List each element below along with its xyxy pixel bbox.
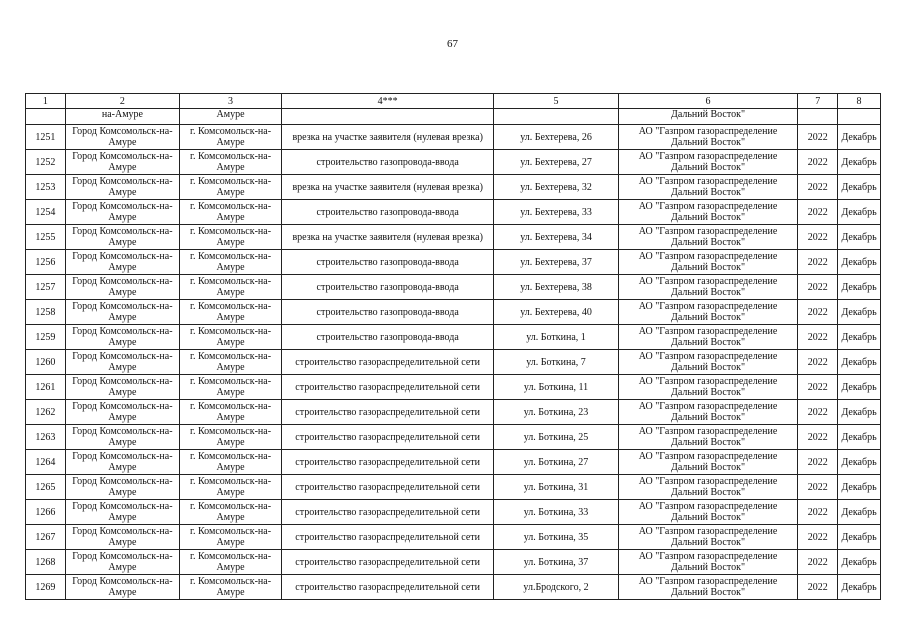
cell-address: ул. Боткина, 7 xyxy=(494,350,618,375)
cell-address: ул. Бехтерева, 37 xyxy=(494,250,618,275)
cell-work: строительство газораспределительной сети xyxy=(282,575,494,600)
continuation-row xyxy=(26,109,881,125)
table-row xyxy=(26,150,881,175)
cell-municipality: Город Комсомольск-на-Амуре xyxy=(65,125,179,150)
cell-address: ул.Бродского, 2 xyxy=(494,575,618,600)
cell-address: ул. Бехтерева, 33 xyxy=(494,200,618,225)
cell-municipality: Город Комсомольск-на-Амуре xyxy=(65,425,179,450)
cell-work: строительство газораспределительной сети xyxy=(282,400,494,425)
cell-settlement: г. Комсомольск-на-Амуре xyxy=(180,250,282,275)
cell-org: АО "Газпром газораспределение Дальний Восток" xyxy=(618,425,798,450)
cell-month xyxy=(838,109,881,125)
cell-municipality: Город Комсомольск-на-Амуре xyxy=(65,350,179,375)
cell-settlement: г. Комсомольск-на-Амуре xyxy=(180,175,282,200)
cell-org: АО "Газпром газораспределение Дальний Восток" xyxy=(618,125,798,150)
cell-num: 1251 xyxy=(26,125,66,150)
header-col-8: 8 xyxy=(838,94,881,109)
cell-num: 1259 xyxy=(26,325,66,350)
cell-num: 1260 xyxy=(26,350,66,375)
cell-num: 1264 xyxy=(26,450,66,475)
cell-work: строительство газопровода-ввода xyxy=(282,325,494,350)
table-row xyxy=(26,250,881,275)
cell-org: АО "Газпром газораспределение Дальний Восток" xyxy=(618,525,798,550)
cell-address: ул. Бехтерева, 32 xyxy=(494,175,618,200)
table-row xyxy=(26,400,881,425)
cell-settlement: г. Комсомольск-на-Амуре xyxy=(180,300,282,325)
cell-year: 2022 xyxy=(798,450,838,475)
cell-work: строительство газораспределительной сети xyxy=(282,450,494,475)
cell-month: Декабрь xyxy=(838,300,881,325)
cell-municipality: Город Комсомольск-на-Амуре xyxy=(65,500,179,525)
cell-year: 2022 xyxy=(798,475,838,500)
cell-work: строительство газораспределительной сети xyxy=(282,475,494,500)
cell-municipality: Город Комсомольск-на-Амуре xyxy=(65,225,179,250)
table-row xyxy=(26,550,881,575)
cell-num: 1269 xyxy=(26,575,66,600)
cell-work: строительство газораспределительной сети xyxy=(282,350,494,375)
cell-num: 1265 xyxy=(26,475,66,500)
cell-address: ул. Бехтерева, 38 xyxy=(494,275,618,300)
cell-year: 2022 xyxy=(798,325,838,350)
cell-org: АО "Газпром газораспределение Дальний Восток" xyxy=(618,175,798,200)
cell-num: 1266 xyxy=(26,500,66,525)
cell-work: строительство газораспределительной сети xyxy=(282,425,494,450)
cell-month: Декабрь xyxy=(838,200,881,225)
cell-org: АО "Газпром газораспределение Дальний Восток" xyxy=(618,200,798,225)
cell-work: врезка на участке заявителя (нулевая врезка) xyxy=(282,225,494,250)
cell-year: 2022 xyxy=(798,225,838,250)
header-row xyxy=(26,94,881,109)
cell-org: АО "Газпром газораспределение Дальний Восток" xyxy=(618,250,798,275)
cell-num: 1253 xyxy=(26,175,66,200)
cell-address xyxy=(494,109,618,125)
cell-address: ул. Боткина, 23 xyxy=(494,400,618,425)
cell-year xyxy=(798,109,838,125)
cell-settlement: г. Комсомольск-на-Амуре xyxy=(180,450,282,475)
cell-address: ул. Боткина, 1 xyxy=(494,325,618,350)
cell-municipality: Город Комсомольск-на-Амуре xyxy=(65,450,179,475)
cell-num: 1256 xyxy=(26,250,66,275)
gasification-table xyxy=(25,93,881,600)
cell-month: Декабрь xyxy=(838,475,881,500)
cell-num xyxy=(26,109,66,125)
cell-num: 1268 xyxy=(26,550,66,575)
cell-municipality: Город Комсомольск-на-Амуре xyxy=(65,575,179,600)
cell-settlement: г. Комсомольск-на-Амуре xyxy=(180,475,282,500)
cell-address: ул. Боткина, 33 xyxy=(494,500,618,525)
cell-settlement: г. Комсомольск-на-Амуре xyxy=(180,525,282,550)
cell-month: Декабрь xyxy=(838,250,881,275)
table-row xyxy=(26,525,881,550)
cell-org: Дальний Восток" xyxy=(618,109,798,125)
cell-org: АО "Газпром газораспределение Дальний Восток" xyxy=(618,150,798,175)
cell-year: 2022 xyxy=(798,200,838,225)
cell-num: 1267 xyxy=(26,525,66,550)
cell-month: Декабрь xyxy=(838,175,881,200)
cell-work: строительство газопровода-ввода xyxy=(282,275,494,300)
table-row xyxy=(26,175,881,200)
header-col-6: 6 xyxy=(618,94,798,109)
cell-year: 2022 xyxy=(798,425,838,450)
cell-work: строительство газораспределительной сети xyxy=(282,500,494,525)
cell-org: АО "Газпром газораспределение Дальний Восток" xyxy=(618,350,798,375)
cell-address: ул. Бехтерева, 34 xyxy=(494,225,618,250)
cell-month: Декабрь xyxy=(838,525,881,550)
table-row xyxy=(26,300,881,325)
cell-settlement: г. Комсомольск-на-Амуре xyxy=(180,375,282,400)
cell-num: 1261 xyxy=(26,375,66,400)
table-row xyxy=(26,500,881,525)
cell-org: АО "Газпром газораспределение Дальний Восток" xyxy=(618,575,798,600)
cell-settlement: г. Комсомольск-на-Амуре xyxy=(180,425,282,450)
cell-month: Декабрь xyxy=(838,125,881,150)
table-row xyxy=(26,325,881,350)
cell-municipality: Город Комсомольск-на-Амуре xyxy=(65,400,179,425)
cell-month: Декабрь xyxy=(838,325,881,350)
cell-year: 2022 xyxy=(798,250,838,275)
cell-year: 2022 xyxy=(798,175,838,200)
cell-address: ул. Бехтерева, 40 xyxy=(494,300,618,325)
cell-year: 2022 xyxy=(798,575,838,600)
cell-work: строительство газораспределительной сети xyxy=(282,550,494,575)
cell-work: строительство газораспределительной сети xyxy=(282,525,494,550)
table-row xyxy=(26,425,881,450)
cell-num: 1262 xyxy=(26,400,66,425)
cell-org: АО "Газпром газораспределение Дальний Восток" xyxy=(618,475,798,500)
cell-org: АО "Газпром газораспределение Дальний Восток" xyxy=(618,400,798,425)
table-row xyxy=(26,475,881,500)
cell-month: Декабрь xyxy=(838,275,881,300)
cell-org: АО "Газпром газораспределение Дальний Восток" xyxy=(618,375,798,400)
cell-address: ул. Боткина, 25 xyxy=(494,425,618,450)
cell-year: 2022 xyxy=(798,125,838,150)
cell-month: Декабрь xyxy=(838,350,881,375)
table-row xyxy=(26,225,881,250)
header-col-7: 7 xyxy=(798,94,838,109)
cell-municipality: Город Комсомольск-на-Амуре xyxy=(65,375,179,400)
cell-settlement: г. Комсомольск-на-Амуре xyxy=(180,325,282,350)
cell-org: АО "Газпром газораспределение Дальний Восток" xyxy=(618,300,798,325)
cell-address: ул. Боткина, 11 xyxy=(494,375,618,400)
cell-work: врезка на участке заявителя (нулевая врезка) xyxy=(282,125,494,150)
cell-settlement: Амуре xyxy=(180,109,282,125)
table-row xyxy=(26,275,881,300)
cell-settlement: г. Комсомольск-на-Амуре xyxy=(180,575,282,600)
cell-year: 2022 xyxy=(798,400,838,425)
cell-year: 2022 xyxy=(798,375,838,400)
header-col-4: 4*** xyxy=(282,94,494,109)
cell-year: 2022 xyxy=(798,150,838,175)
cell-month: Декабрь xyxy=(838,550,881,575)
cell-num: 1263 xyxy=(26,425,66,450)
cell-org: АО "Газпром газораспределение Дальний Восток" xyxy=(618,550,798,575)
cell-month: Декабрь xyxy=(838,425,881,450)
cell-address: ул. Боткина, 35 xyxy=(494,525,618,550)
cell-municipality: на-Амуре xyxy=(65,109,179,125)
cell-month: Декабрь xyxy=(838,375,881,400)
cell-num: 1258 xyxy=(26,300,66,325)
cell-municipality: Город Комсомольск-на-Амуре xyxy=(65,250,179,275)
cell-year: 2022 xyxy=(798,275,838,300)
table-row xyxy=(26,575,881,600)
cell-year: 2022 xyxy=(798,300,838,325)
cell-settlement: г. Комсомольск-на-Амуре xyxy=(180,550,282,575)
header-col-2: 2 xyxy=(65,94,179,109)
cell-settlement: г. Комсомольск-на-Амуре xyxy=(180,350,282,375)
cell-num: 1255 xyxy=(26,225,66,250)
cell-work: строительство газораспределительной сети xyxy=(282,375,494,400)
cell-municipality: Город Комсомольск-на-Амуре xyxy=(65,300,179,325)
cell-municipality: Город Комсомольск-на-Амуре xyxy=(65,200,179,225)
cell-org: АО "Газпром газораспределение Дальний Восток" xyxy=(618,450,798,475)
cell-municipality: Город Комсомольск-на-Амуре xyxy=(65,475,179,500)
header-col-3: 3 xyxy=(180,94,282,109)
cell-settlement: г. Комсомольск-на-Амуре xyxy=(180,125,282,150)
cell-municipality: Город Комсомольск-на-Амуре xyxy=(65,325,179,350)
header-col-5: 5 xyxy=(494,94,618,109)
cell-municipality: Город Комсомольск-на-Амуре xyxy=(65,150,179,175)
cell-settlement: г. Комсомольск-на-Амуре xyxy=(180,150,282,175)
cell-month: Декабрь xyxy=(838,225,881,250)
cell-year: 2022 xyxy=(798,350,838,375)
cell-year: 2022 xyxy=(798,525,838,550)
table-row xyxy=(26,375,881,400)
cell-org: АО "Газпром газораспределение Дальний Восток" xyxy=(618,500,798,525)
cell-org: АО "Газпром газораспределение Дальний Восток" xyxy=(618,275,798,300)
cell-settlement: г. Комсомольск-на-Амуре xyxy=(180,400,282,425)
table-row xyxy=(26,200,881,225)
cell-month: Декабрь xyxy=(838,575,881,600)
cell-work xyxy=(282,109,494,125)
table-row xyxy=(26,350,881,375)
cell-org: АО "Газпром газораспределение Дальний Восток" xyxy=(618,225,798,250)
cell-municipality: Город Комсомольск-на-Амуре xyxy=(65,550,179,575)
cell-settlement: г. Комсомольск-на-Амуре xyxy=(180,275,282,300)
table-row xyxy=(26,125,881,150)
cell-num: 1252 xyxy=(26,150,66,175)
cell-municipality: Город Комсомольск-на-Амуре xyxy=(65,275,179,300)
header-col-1: 1 xyxy=(26,94,66,109)
cell-year: 2022 xyxy=(798,500,838,525)
cell-address: ул. Боткина, 37 xyxy=(494,550,618,575)
cell-work: врезка на участке заявителя (нулевая врезка) xyxy=(282,175,494,200)
cell-year: 2022 xyxy=(798,550,838,575)
cell-month: Декабрь xyxy=(838,400,881,425)
cell-settlement: г. Комсомольск-на-Амуре xyxy=(180,500,282,525)
cell-settlement: г. Комсомольск-на-Амуре xyxy=(180,225,282,250)
page-number: 67 xyxy=(447,38,458,50)
cell-month: Декабрь xyxy=(838,500,881,525)
cell-work: строительство газопровода-ввода xyxy=(282,300,494,325)
cell-month: Декабрь xyxy=(838,150,881,175)
cell-month: Декабрь xyxy=(838,450,881,475)
cell-municipality: Город Комсомольск-на-Амуре xyxy=(65,525,179,550)
cell-address: ул. Бехтерева, 27 xyxy=(494,150,618,175)
cell-work: строительство газопровода-ввода xyxy=(282,150,494,175)
table-row xyxy=(26,450,881,475)
cell-address: ул. Боткина, 27 xyxy=(494,450,618,475)
cell-address: ул. Боткина, 31 xyxy=(494,475,618,500)
cell-org: АО "Газпром газораспределение Дальний Восток" xyxy=(618,325,798,350)
cell-work: строительство газопровода-ввода xyxy=(282,200,494,225)
cell-work: строительство газопровода-ввода xyxy=(282,250,494,275)
cell-num: 1254 xyxy=(26,200,66,225)
cell-settlement: г. Комсомольск-на-Амуре xyxy=(180,200,282,225)
cell-municipality: Город Комсомольск-на-Амуре xyxy=(65,175,179,200)
cell-address: ул. Бехтерева, 26 xyxy=(494,125,618,150)
cell-num: 1257 xyxy=(26,275,66,300)
